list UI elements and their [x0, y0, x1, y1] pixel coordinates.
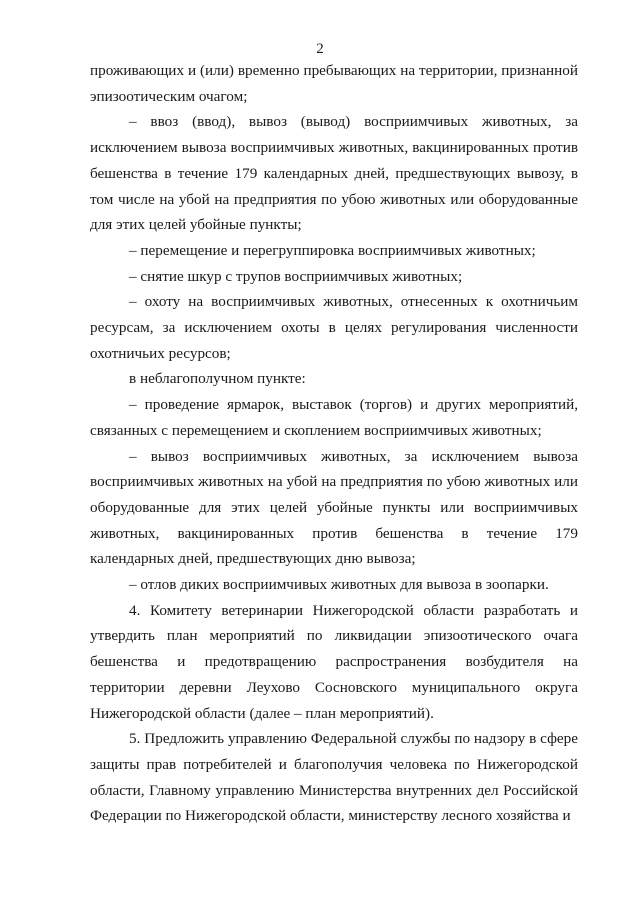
paragraph-hunting-ban: – охоту на восприимчивых животных, отнесенных к охотничьим ресурсам, за исключением охоты в целях регулирования численности охотничьих ресурсов; — [90, 293, 578, 362]
paragraph-import-export-ban: – ввоз (ввод), вывоз (вывод) восприимчивых животных, за исключением вывоза восприимчивых животных, вакцинированных против бешенства в течение 179 календарных дней, предшествующих вывозу, в том числе на убой на предприятия по убою животных или оборудованные для этих целей убойные пункты; — [90, 113, 578, 234]
paragraph-item-4: 4. Комитету ветеринарии Нижегородской области разработать и утвердить план мероприятий по ликвидации эпизоотического очага бешенства и предотвращению распространения возбудителя на территории деревни Леухово Сосновского муниципального округа Нижегородской области (далее – план мероприятий). — [90, 601, 578, 722]
paragraph-unfavorable-point-heading: в неблагополучном пункте: — [129, 370, 306, 388]
paragraph-continuation: проживающих и (или) временно пребывающих на территории, признанной эпизоотическим очагом; — [90, 62, 578, 105]
paragraph-export-ban: – вывоз восприимчивых животных, за исключением вывоза восприимчивых животных на убой на предприятия по убою животных или оборудованные для этих целей убойные пункты или восприимчивых животных, вакцинированных против бешенства в течение 179 календарных дней, предшествующих дню вывоза; — [90, 447, 578, 568]
paragraph-regrouping-ban: – перемещение и перегруппировка восприимчивых животных; — [129, 241, 536, 259]
paragraph-fairs-ban: – проведение ярмарок, выставок (торгов) и других мероприятий, связанных с перемещением и скоплением восприимчивых животных; — [90, 396, 578, 439]
paragraph-item-5: 5. Предложить управлению Федеральной службы по надзору в сфере защиты прав потребителей и благополучия человека по Нижегородской области, Главному управлению Министерства внутренних дел Российской Федерации по Нижегородской области, министерству лесного хозяйства и — [90, 730, 578, 825]
paragraph-skinning-ban: – снятие шкур с трупов восприимчивых животных; — [129, 267, 463, 285]
page-number: 2 — [316, 41, 324, 57]
document-body — [90, 58, 578, 829]
paragraph-wild-capture-ban: – отлов диких восприимчивых животных для вывоза в зоопарки. — [129, 576, 549, 594]
